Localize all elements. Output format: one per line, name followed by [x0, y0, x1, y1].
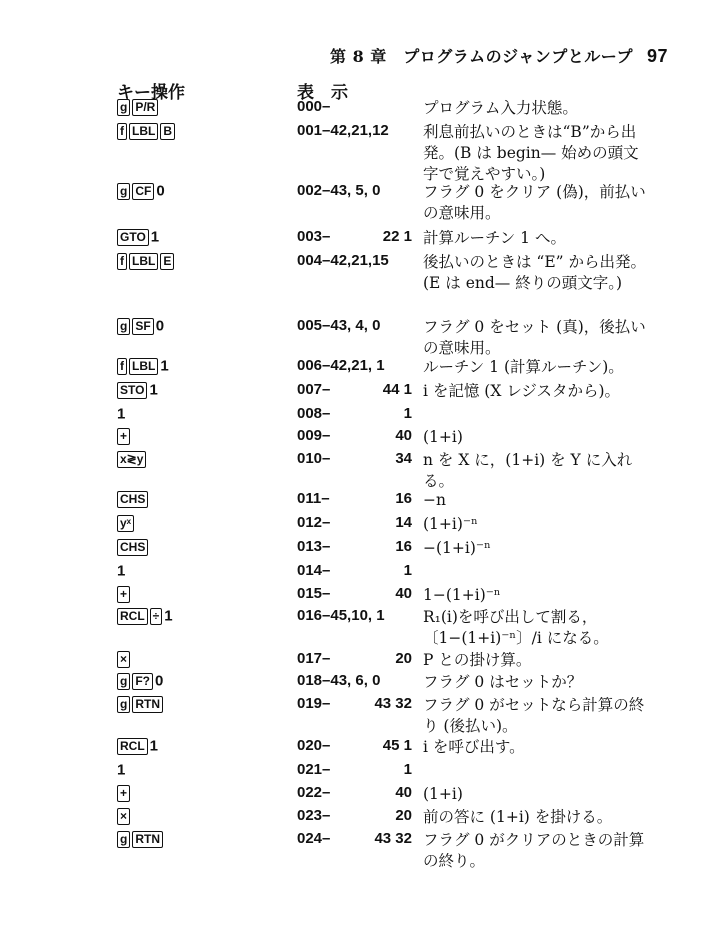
- keycap: g: [117, 318, 130, 335]
- key-sequence: [117, 381, 158, 399]
- display-column-header: 表 示: [297, 83, 348, 103]
- step-comment: ルーチン 1 (計算ルーチン)。: [423, 358, 624, 376]
- keycode: 20: [395, 650, 412, 667]
- key-sequence: [117, 807, 132, 825]
- keycode: 1: [403, 405, 412, 422]
- keycap: F?: [132, 673, 153, 690]
- key-suffix: 1: [150, 228, 160, 246]
- key-suffix: 0: [155, 317, 165, 335]
- step-comment: −(1+i)⁻ⁿ: [423, 539, 491, 557]
- step-comment: フラグ 0 をクリア (偽)，前払いの意味用。: [423, 183, 646, 222]
- key-suffix: 1: [160, 357, 169, 375]
- step-comment: 1−(1+i)⁻ⁿ: [423, 586, 501, 604]
- step-number: 021–: [297, 761, 331, 778]
- key-sequence: [117, 514, 136, 532]
- step-number: 017–: [297, 650, 331, 667]
- step-comment: フラグ 0 をセット (真)，後払いの意味用。: [423, 318, 646, 357]
- keycode: 1: [403, 761, 412, 778]
- keycap: RTN: [132, 831, 163, 848]
- keycode: 40: [395, 427, 412, 444]
- step-number: 019–: [297, 695, 331, 712]
- key-sequence: [117, 357, 169, 375]
- step-number: 000–: [297, 98, 331, 115]
- step-number: 016–45,10, 1: [297, 607, 385, 624]
- step-number: 024–: [297, 830, 331, 847]
- step-comment: n を X に，(1+i) を Y に入れる。: [423, 451, 633, 490]
- page-header: [330, 44, 668, 67]
- keycap: +: [117, 785, 130, 802]
- keycap: ×: [117, 808, 130, 825]
- key-sequence: [117, 538, 150, 556]
- step-comment: (1+i)⁻ⁿ: [423, 515, 478, 533]
- keycap: ÷: [150, 608, 163, 625]
- keycap: f: [117, 123, 127, 140]
- step-comment: 利息前払いのときは“B”から出発。(B は begin— 始めの頭文字で覚えやすい。): [423, 123, 639, 183]
- keycap: RTN: [132, 696, 163, 713]
- step-number: 018–43, 6, 0: [297, 672, 381, 689]
- key-sequence: [117, 607, 173, 625]
- keycap: ×: [117, 651, 130, 668]
- step-number: 011–: [297, 490, 330, 507]
- step-comment: i を呼び出す。: [423, 738, 525, 756]
- digit-key: 1: [117, 405, 126, 423]
- keycap: f: [117, 253, 127, 270]
- keycap: LBL: [129, 253, 158, 270]
- key-sequence: [117, 122, 177, 140]
- key-sequence: [117, 761, 125, 779]
- keycode: 1: [403, 562, 412, 579]
- keycode: 14: [395, 514, 412, 531]
- keycap: +: [117, 428, 130, 445]
- key-sequence: [117, 585, 132, 603]
- keycap: g: [117, 183, 130, 200]
- keys-column-header: キー操作: [117, 83, 185, 103]
- keycap: P/R: [132, 99, 158, 116]
- keycap: STO: [117, 382, 147, 399]
- key-suffix: 0: [155, 672, 164, 690]
- step-comment: i を記憶 (X レジスタから)。: [423, 382, 621, 400]
- step-number: 010–: [297, 450, 331, 467]
- key-sequence: [117, 252, 176, 270]
- keycode: 45 1: [382, 737, 412, 754]
- key-sequence: [117, 490, 150, 508]
- keycap: CHS: [117, 539, 148, 556]
- step-number: 015–: [297, 585, 331, 602]
- keycap: f: [117, 358, 127, 375]
- keycode: 40: [395, 585, 412, 602]
- keycode: 44 1: [382, 381, 412, 398]
- keycap: SF: [132, 318, 153, 335]
- key-sequence: [117, 737, 158, 755]
- keycap: g: [117, 99, 130, 116]
- chapter-title: 第 8 章 プログラムのジャンプとループ: [330, 47, 633, 66]
- step-comment: 前の答に (1+i) を掛ける。: [423, 808, 613, 826]
- key-suffix: 1: [149, 381, 158, 399]
- keycap: g: [117, 831, 130, 848]
- step-number: 022–: [297, 784, 331, 801]
- keycap: LBL: [129, 123, 158, 140]
- keycode: 43 32: [374, 830, 412, 847]
- step-number: 013–: [297, 538, 331, 555]
- page-number: 97: [647, 46, 669, 66]
- key-sequence: [117, 672, 163, 690]
- key-sequence: [117, 784, 132, 802]
- step-number: 023–: [297, 807, 331, 824]
- keycap: E: [160, 253, 174, 270]
- step-number: 005–43, 4, 0: [297, 317, 381, 334]
- keycap: LBL: [129, 358, 158, 375]
- keycap: x≷y: [117, 451, 146, 468]
- keycap: CF: [132, 183, 154, 200]
- step-number: 012–: [297, 514, 331, 531]
- key-sequence: [117, 405, 125, 423]
- keycap: GTO: [117, 229, 149, 246]
- keycode: 16: [395, 490, 412, 507]
- keycap: g: [117, 673, 130, 690]
- step-number: 007–: [297, 381, 331, 398]
- keycode: 22 1: [382, 228, 412, 245]
- key-suffix: 0: [156, 182, 165, 200]
- step-comment: フラグ 0 はセットか？: [423, 673, 583, 691]
- step-number: 006–42,21, 1: [297, 357, 385, 374]
- step-comment: 後払いのときは “E” から出発。(E は end— 終りの頭文字。): [423, 253, 647, 292]
- key-sequence: [117, 830, 165, 848]
- key-sequence: [117, 650, 132, 668]
- step-comment: 計算ルーチン 1 へ。: [423, 229, 566, 247]
- step-number: 002–43, 5, 0: [297, 182, 381, 199]
- key-suffix: 1: [164, 607, 173, 625]
- keycap: CHS: [117, 491, 148, 508]
- key-sequence: [117, 182, 165, 200]
- keycode: 40: [395, 784, 412, 801]
- key-sequence: [117, 427, 132, 445]
- key-sequence: [117, 317, 164, 335]
- step-comment: P との掛け算。: [423, 651, 532, 669]
- key-sequence: [117, 562, 125, 580]
- keycap: B: [160, 123, 175, 140]
- key-sequence: [117, 450, 148, 468]
- keycap: yˣ: [117, 515, 134, 532]
- step-comment: フラグ 0 がクリアのときの計算の終り。: [423, 831, 645, 870]
- keycode: 16: [395, 538, 412, 555]
- keycode: 34: [395, 450, 412, 467]
- key-sequence: [117, 228, 159, 246]
- step-comment: −n: [423, 491, 446, 509]
- keycode: 20: [395, 807, 412, 824]
- step-comment: フラグ 0 がセットなら計算の終り (後払い)。: [423, 696, 645, 735]
- step-comment: (1+i): [423, 785, 463, 803]
- step-comment: R₁(i)を呼び出して割る，〔1−(1+i)⁻ⁿ〕/i になる。: [423, 608, 609, 647]
- step-number: 001–42,21,12: [297, 122, 389, 139]
- key-suffix: 1: [149, 737, 159, 755]
- digit-key: 1: [117, 562, 126, 580]
- step-number: 009–: [297, 427, 331, 444]
- keycap: +: [117, 586, 130, 603]
- step-number: 008–: [297, 405, 331, 422]
- key-sequence: [117, 695, 165, 713]
- step-number: 014–: [297, 562, 331, 579]
- step-comment: (1+i): [423, 428, 463, 446]
- digit-key: 1: [117, 761, 126, 779]
- keycode: 43 32: [374, 695, 412, 712]
- step-number: 003–: [297, 228, 331, 245]
- keycap: RCL: [117, 738, 148, 755]
- step-number: 004–42,21,15: [297, 252, 389, 269]
- step-comment: プログラム入力状態。: [423, 99, 578, 117]
- key-sequence: [117, 98, 160, 116]
- step-number: 020–: [297, 737, 331, 754]
- keycap: RCL: [117, 608, 148, 625]
- keycap: g: [117, 696, 130, 713]
